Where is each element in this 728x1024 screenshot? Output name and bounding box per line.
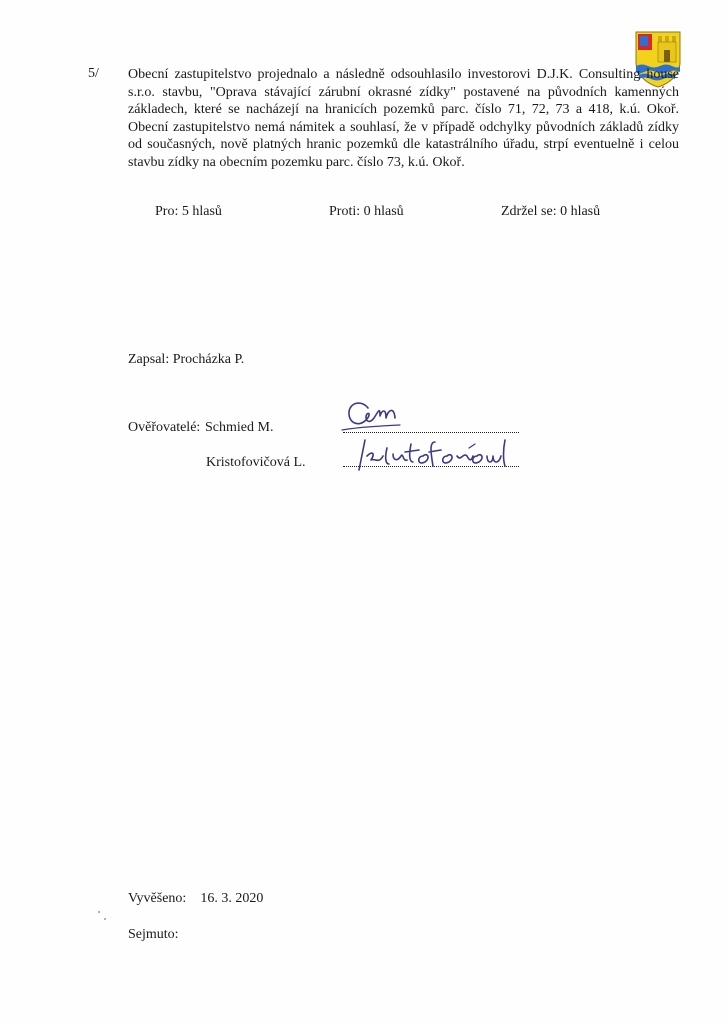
resolution-number: 5/: [88, 66, 99, 81]
removed-label: Sejmuto:: [128, 927, 179, 942]
verifier-second: Kristofovičová L.: [206, 455, 306, 470]
resolution-text: [128, 66, 679, 172]
verifier-first: Schmied M.: [205, 420, 274, 435]
posted-label: Vyvěšeno:: [128, 891, 187, 906]
scan-speck: [98, 911, 100, 913]
removed-line: [128, 927, 193, 943]
recorder-line: [128, 352, 244, 368]
verifiers-label: Ověřovatelé:: [128, 420, 201, 435]
vote-abstain: Zdržel se: 0 hlasů: [501, 204, 601, 219]
recorder-name: Procházka P.: [172, 352, 245, 367]
resolution-paragraph: Obecní zastupitelstvo projednalo a následně odsouhlasilo investorovi D.J.K. Consulting house s.r.o. stavbu, "Oprava stávající zárubní okrasné zídky" postavené na původních kamenných základech, které se nacházejí na hranicích pozemků parc. číslo 71, 72, 73 a 418, k.ú. Okoř. Obecní zastupitelstvo nemá námitek a souhlasí, že v případě odchylky původních základů zídky od současných, nově platných hranic pozemků dle katastrálního úřadu, strpí eventuelně i celou stavbu zídky na obecním pozemku parc. číslo 73, k.ú. Okoř.: [128, 67, 679, 170]
signature-second: [345, 434, 530, 476]
recorder-label: Zapsal:: [128, 352, 170, 367]
scan-speck: [104, 918, 106, 920]
posted-date: 16. 3. 2020: [200, 891, 264, 906]
vote-for: Pro: 5 hlasů: [155, 204, 222, 219]
signature-first: [340, 396, 430, 436]
vote-against: Proti: 0 hlasů: [329, 204, 404, 219]
posted-line: [128, 891, 263, 907]
